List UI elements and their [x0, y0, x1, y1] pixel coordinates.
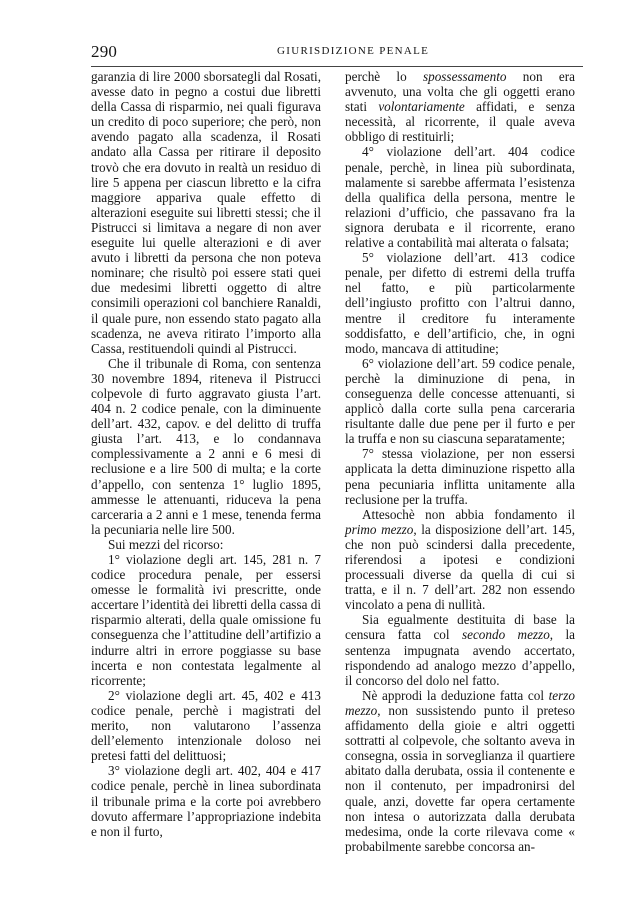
paragraph	[345, 688, 575, 854]
text-run: Sui mezzi del ricorso:	[108, 536, 224, 552]
paragraph	[345, 507, 575, 613]
text-run: 5° violazione dell’art. 413 codice penale, per difetto di estremi della truffa nel fatto, e più particolarmente dell’ingiusto profitto con l’altrui danno, mentre il creditore fu interamente soddisfatto, e dell’artificio, che, in ogni modo, mancava di attitudine;	[345, 250, 575, 356]
paragraph	[91, 763, 321, 838]
paragraph	[345, 144, 575, 250]
italic-phrase: spossessamento	[422, 69, 507, 84]
text-run: Che il tribunale di Roma, con sentenza 30 novembre 1894, riteneva il Pistrucci colpevole di furto aggravato giusta l’art. 404 n. 2 codice penale, con la diminuente dell’art. 432, capov. e del delitto di truffa giusta l’art. 413, e lo condannava complessivamente a 2 anni e 6 mesi di reclusione e a lire 500 di multa; e la corte d’appello, con sentenza 1° luglio 1895, ammesse le attenuanti, riduceva la pena carceraria a 2 anni e 1 mese, tenenda ferma la pecuniaria nelle lire 500.	[91, 355, 321, 537]
text-run: affidati, e senza necessità, al ricorrente, il quale aveva obbligo di restituirli;	[345, 99, 575, 145]
paragraph	[345, 69, 575, 144]
paragraph	[91, 356, 321, 537]
left-column	[91, 69, 321, 839]
paragraph	[345, 612, 575, 687]
paragraph	[345, 446, 575, 506]
paragraph	[91, 537, 321, 552]
paragraph	[91, 69, 321, 356]
right-column	[345, 69, 575, 854]
text-run: , la disposizione dell’art. 145, che non può scindersi dalla precedente, riferendosi a ipotesi e condizioni processuali diverse da quella di cui si tratta, e il n. 7 dell’art. 282 non essendo vincolato a pena di nullità.	[345, 521, 575, 613]
page-number: 290	[91, 42, 118, 61]
text-run: Sia egualmente destituita di base la censura fatta col	[345, 612, 575, 643]
text-run: 1° violazione degli art. 145, 281 n. 7 codice procedura penale, per essersi omesse le formalità ivi prescritte, onde accertare l’identità dei libretti della cassa di risparmio alterati, della quale omissione fu conseguenza che l’attitudine dell’artifizio a indurre altri in errore poggiasse su base incerta e non contestata legalmente al ricorrente;	[91, 552, 321, 688]
text-run: 7° stessa violazione, per non essersi applicata la detta diminuzione rispetto alla pena pecuniaria inflitta unitamente alla reclusione per la truffa.	[345, 446, 575, 507]
header-rule	[91, 66, 583, 67]
italic-phrase: primo mezzo	[345, 521, 414, 537]
paragraph	[345, 250, 575, 356]
running-head: GIURISDIZIONE PENALE	[277, 45, 430, 57]
text-run: garanzia di lire 2000 sborsategli dal Rosati, avesse dato in pegno a costui due libretti della Cassa di risparmio, nei quali figurava un credito di poco superiore; che però, non avendo pagato alla scadenza, il Rosati andato alla Cassa per ritirare il deposito trovò che era dovuto in realtà un residuo di lire 5 appena per ciascun libretto e la cifra maggiore appariva quale effetto di alterazioni eseguite sui libretti stessi; che il Pistrucci si limitava a negare di non aver eseguite lui quelle alterazioni e di aver avuto i libretti da persona che non poteva nominare; che risultò poi essere stati quei due medesimi libretti oggetto di altre consimili operazioni col banchiere Ranaldi, il quale pure, non essendo stato pagato alla scadenza, ne aveva ritirato l’importo alla Cassa, restituendoli quindi al Pistrucci.	[91, 69, 321, 356]
text-run: perchè lo	[345, 69, 423, 84]
text-run: Attesochè non abbia fondamento il	[362, 506, 575, 522]
text-run: 4° violazione dell’art. 404 codice penale, perchè, in linea più subordinata, malamente si sarebbe affermata l’esistenza della qualifica della persona, mentre le relazioni d’ufficio, che passavano fra la signora derubata e il ricorrente, erano relative a contabilità mai alterata o falsata;	[345, 144, 575, 251]
text-run: 3° violazione degli art. 402, 404 e 417 codice penale, perchè in linea subordinata il tribunale prima e la corte poi avrebbero dovuto affermare l’appropriazione indebita e non il furto,	[91, 763, 321, 839]
paragraph	[91, 552, 321, 688]
page-header	[91, 42, 583, 64]
paragraph	[91, 688, 321, 763]
italic-phrase: terzo mezzo	[345, 687, 575, 718]
text-run: non era avvenuto, una volta che gli oggetti erano stati	[345, 69, 575, 115]
text-run: 6° violazione dell’art. 59 codice penale, perchè la diminuzione di pena, in conseguenza delle concesse attenuanti, si applicò dalla corte sulla pena carceraria risultante dalle due pene per il furto e per la truffa e non su ciascuna separatamente;	[345, 355, 575, 447]
italic-phrase: secondo mezzo	[461, 627, 550, 643]
paragraph	[345, 356, 575, 447]
text-run: , non sussistendo punto il preteso affidamento della gioie e altri oggetti sottratti al colpevole, che soltanto aveva in consegna, ossia in sorveglianza il quartiere abitato dalla derubata, ossia il contenente e non il contenuto, per impadronirsi del quale, anzi, dovette far opera certamente non intesa o autorizzata dalla derubata medesima, onde la corte rilevava come « probabilmente sarebbe concorsa an-	[345, 702, 575, 854]
italic-phrase: volontariamente	[378, 99, 465, 115]
text-run: Nè approdi la deduzione fatta col	[362, 687, 549, 703]
text-run: 2° violazione degli art. 45, 402 e 413 codice penale, perchè i magistrati del merito, non valutarono l’assenza dell’elemento intenzionale doloso nei pretesi fatti del delittuosi;	[91, 687, 321, 764]
text-run: , la sentenza impugnata avendo accertato, rispondendo ad analogo mezzo d’appello, il concorso del dolo nel fatto.	[345, 627, 575, 688]
